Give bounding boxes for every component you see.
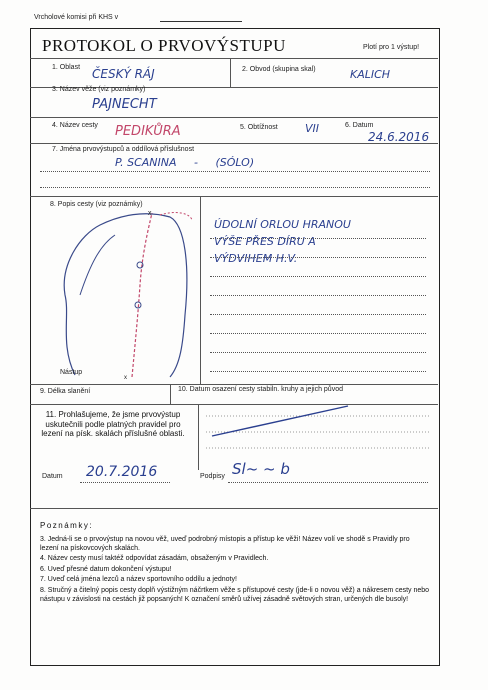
notes-heading: Poznámky: bbox=[40, 521, 94, 530]
jmena-line1 bbox=[40, 171, 430, 172]
podpisy-label: Podpisy bbox=[200, 473, 225, 480]
svg-text:x: x bbox=[148, 210, 152, 217]
delka-label: 9. Délka slanění bbox=[40, 388, 91, 395]
declaration-text: 11. Prohlašujeme, že jsme prvovýstup uskutečnili podle platných pravidel pro lezení na písk. skalách příslušné oblasti. bbox=[41, 410, 185, 438]
datum-sign-label: Datum bbox=[42, 473, 63, 480]
popis-line-2: VÝŠE PŘES DÍRU A bbox=[214, 235, 316, 248]
popis-line-1: ÚDOLNÍ ORLOU HRANOU bbox=[214, 218, 351, 231]
oblast-label: 1. Oblast bbox=[52, 64, 81, 71]
datum-label: 6. Datum bbox=[345, 122, 374, 129]
divider-row3 bbox=[30, 117, 438, 118]
divider-title bbox=[30, 58, 438, 59]
datum-value: 24.6.2016 bbox=[368, 130, 430, 144]
divider-row8 bbox=[30, 384, 438, 385]
divider-row8-v bbox=[200, 196, 201, 384]
popis-rule-6 bbox=[210, 333, 426, 334]
cesta-value: PEDIKŮRA bbox=[115, 124, 181, 139]
popis-rule-7 bbox=[210, 352, 426, 353]
cesta-label: 4. Název cesty bbox=[52, 122, 98, 129]
note-item: 4. Název cesty musí taktéž odpovídat zásadám, obsaženým v Pravidlech. bbox=[40, 555, 269, 563]
svg-text:x: x bbox=[124, 375, 127, 381]
popis-rule-8 bbox=[210, 371, 426, 372]
obvod-value: KALICH bbox=[350, 68, 391, 81]
note-item: 7. Uveď celá jména lezců a název sportovního oddílu a jednoty! bbox=[40, 576, 237, 584]
popis-label: 8. Popis cesty (viz poznámky) bbox=[50, 201, 143, 208]
podpisy-line bbox=[228, 482, 428, 483]
datum-sign-value: 20.7.2016 bbox=[86, 464, 158, 480]
popis-rule-5 bbox=[210, 314, 426, 315]
divider-notes bbox=[30, 508, 438, 509]
popis-text bbox=[214, 216, 351, 267]
form-title: PROTOKOL O PRVOVÝSTUPU bbox=[42, 36, 286, 55]
obtiznost-value: VII bbox=[305, 122, 320, 135]
divider-row1-v bbox=[230, 58, 231, 87]
note-item: 8. Stručný a čitelný popis cesty doplň výstižným náčrtkem věže s přístupové cesty (jde-li o novou věž) a nákresem cesty nebo nástupu v závislosti na cestách již popsaných! K označení směrů užívej zásadně světových stran, určených dle busoly! bbox=[40, 586, 430, 603]
route-sketch bbox=[40, 205, 200, 385]
vez-value: PAJNECHT bbox=[92, 97, 157, 112]
jmena-value: P. SCANINA - (SÓLO) bbox=[115, 156, 255, 169]
notes-list bbox=[40, 536, 430, 604]
note-item: 3. Jedná-li se o prvovýstup na novou věž, uveď podrobný místopis a přístup ke věži! Název volí ve shodě s Pravidly pro lezení na pískovcových skalách. bbox=[40, 536, 410, 552]
jmena-label: 7. Jména prvovýstupců a oddílová příslušnost bbox=[52, 146, 195, 153]
popis-rule-1 bbox=[210, 238, 426, 239]
note-item: 6. Uveď přesné datum dokončení výstupu! bbox=[40, 565, 172, 573]
obtiznost-label: 5. Obtížnost bbox=[240, 124, 278, 131]
divider-row9-v bbox=[170, 384, 171, 404]
popis-rule-2 bbox=[210, 257, 426, 258]
oblast-value: ČESKÝ RÁJ bbox=[92, 67, 155, 81]
sketch-start-label: Nástup bbox=[60, 369, 83, 376]
osazeni-label: 10. Datum osazení cesty stabiln. kruhy a jejich původ bbox=[178, 386, 343, 393]
pages-note: Plotí pro 1 výstup! bbox=[363, 44, 420, 51]
divider-row7 bbox=[30, 196, 438, 197]
popis-line-3: VÝDVIHEM H.V. bbox=[214, 252, 298, 265]
datum-sign-line bbox=[80, 482, 170, 483]
obvod-label: 2. Obvod (skupina skal) bbox=[242, 66, 316, 73]
popis-rule-3 bbox=[210, 276, 426, 277]
popis-rule-4 bbox=[210, 295, 426, 296]
jmena-line2 bbox=[40, 187, 430, 188]
signature: Sl~ ~ b bbox=[232, 460, 290, 478]
vez-label: 3. Název věže (viz poznámky) bbox=[52, 86, 146, 93]
committee-label: Vrcholové komisi při KHS v bbox=[34, 14, 119, 21]
committee-line bbox=[160, 21, 242, 22]
